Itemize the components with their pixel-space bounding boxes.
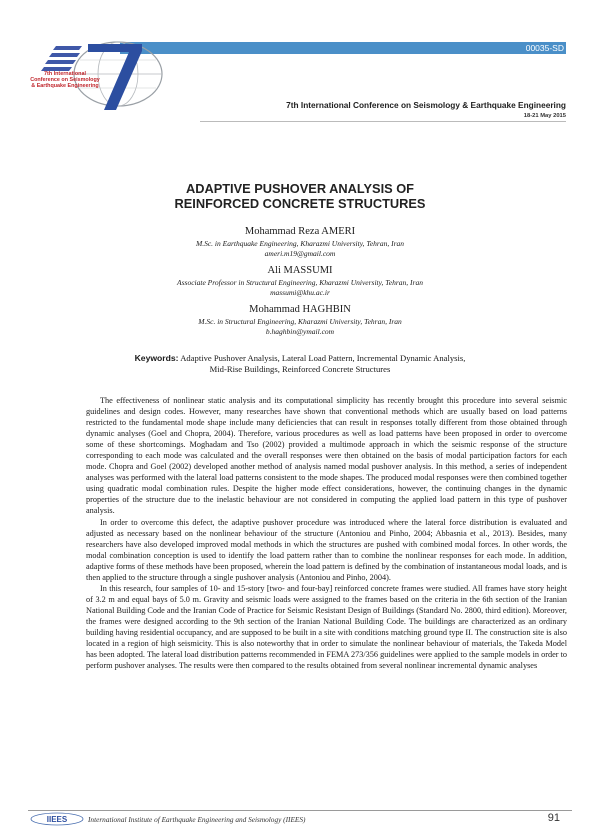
logo-caption: 7th International Conference on Seismology & Earthquake Engineering [30, 71, 100, 89]
keywords-text: Adaptive Pushover Analysis, Lateral Load Pattern, Incremental Dynamic Analysis, [180, 353, 466, 363]
author-entry [80, 264, 520, 298]
author-email[interactable]: b.haghbin@ymail.com [265, 327, 335, 336]
footer-institute: International Institute of Earthquake Engineering and Seismology (IIEES) [88, 815, 306, 824]
title-line: ADAPTIVE PUSHOVER ANALYSIS OF [185, 181, 414, 196]
iiees-logo-text: IIEES [46, 815, 68, 824]
conference-name: 7th International Conference on Seismology & Earthquake Engineering [286, 100, 566, 110]
author-name: Mohammad Reza AMERI [244, 226, 356, 237]
paper-code: 00035-SD [525, 43, 564, 53]
iiees-logo [30, 812, 84, 826]
keywords-label: Keywords: [134, 353, 179, 363]
footer-divider [28, 810, 572, 811]
author-affiliation: M.Sc. in Structural Engineering, Kharazmi University, Tehran, Iran [198, 317, 402, 326]
body-paragraph: In order to overcome this defect, the adaptive pushover procedure was introduced where the lateral force distribution is evaluated and adjusted as necessary based on the nonlinear behaviour of the structure (Antoniou and Pinho, 2004; Abbasnia et al., 2013). Besides, many researchers have also developed improved modal methods in which the structures are pushed with combined modal forces. In other words, the modal combination conception is used to identify the load pattern rather than to combine the nonlinear responses for each mode. In addition, adaptive forms of these methods have been proposed, wherein the load pattern is defined by the combination of instantaneous modal loads, and is then applied to the structure through a single pushover analysis (Antoniou and Pinho, 2004). [86, 517, 567, 582]
author-affiliation: Associate Professor in Structural Engineering, Kharazmi University, Tehran, Iran [177, 278, 423, 287]
author-entry [80, 303, 520, 337]
keywords-line [90, 353, 510, 364]
header-bar [120, 42, 566, 54]
conference-dates: 18-21 May 2015 [523, 113, 566, 119]
body-paragraph: The effectiveness of nonlinear static analysis and its computational simplicity has recently brought this procedure into several seismic guidelines and design codes. However, many researches have shown that conventional methods which are usually based on load patterns restricted to the fundamental mode shape include many deficiencies that can result in responses totally different from those obtained through dynamic analyses (Goel and Chopra, 2004). Therefore, various procedures as well as load patterns have been proposed in order to overcome some of these shortcomings. Moghadam and Tso (2002) provided a multimode approach in which the seismic response of the structure corresponding to each mode was calculated and the overall responses were then obtained on the basis of modal participation factors for each mode. Chopra and Goel (2002) developed another method of analysis named modal pushover analysis. In this method, a series of independent analyses was performed with the lateral load patterns consistent to the mode shapes. The produced modal responses were then combined together using quadratic modal combination rules. Despite the higher mode effect considerations, however, the continuing changes in the dynamic properties of the structure due to the inelastic behaviour are not considered in computing the applied load pattern in this type of pushover analysis. [86, 396, 567, 516]
author-affiliation: M.Sc. in Earthquake Engineering, Kharazmi University, Tehran, Iran [195, 239, 405, 248]
title-line: REINFORCED CONCRETE STRUCTURES [174, 196, 426, 211]
seismic-lines-logo [41, 46, 82, 71]
author-name: Ali MASSUMI [267, 265, 333, 276]
keywords [90, 353, 510, 375]
body-paragraph: In this research, four samples of 10- and 15-story [two- and four-bay] reinforced concrete frames were studied. All frames have story height of 3.2 m and equal bays of 5.0 m. Gravity and seismic loads were assigned to the frames based on the criteria in the 6th section of the Iranian National Building Code and the Iranian Code of Practice for Seismic Resistant Design of Buildings (Standard No. 2800, third edition). Moreover, the frames were designed according to the 9th section of the Iranian National Building Code. The buildings are characterized as an ordinary building having residential occupancy, and are supposed to be built in a site with conditions matching ground type II. The construction site is also located in a region of high seismicity. This is also noteworthy that in order to simulate the nonlinear behaviour of materials, the Takeda Model has been adopted. The lateral load distribution patterns recommended in FEMA 273/356 guidelines were applied to the sample models in order to perform pushover analyses. The results were then compared to the results obtained from several nonlinear incremental dynamic analyses [86, 583, 567, 671]
author-email[interactable]: massumi@khu.ac.ir [270, 288, 330, 297]
paper-body [86, 395, 567, 671]
paper-title [100, 181, 500, 211]
author-email[interactable]: ameri.m19@gmail.com [264, 249, 336, 258]
author-name: Mohammad HAGHBIN [249, 304, 351, 315]
author-entry [80, 225, 520, 259]
header-divider [200, 121, 566, 122]
authors-block [80, 225, 520, 342]
keywords-line: Mid-Rise Buildings, Reinforced Concrete Structures [209, 364, 391, 374]
page-number: 91 [547, 812, 560, 824]
